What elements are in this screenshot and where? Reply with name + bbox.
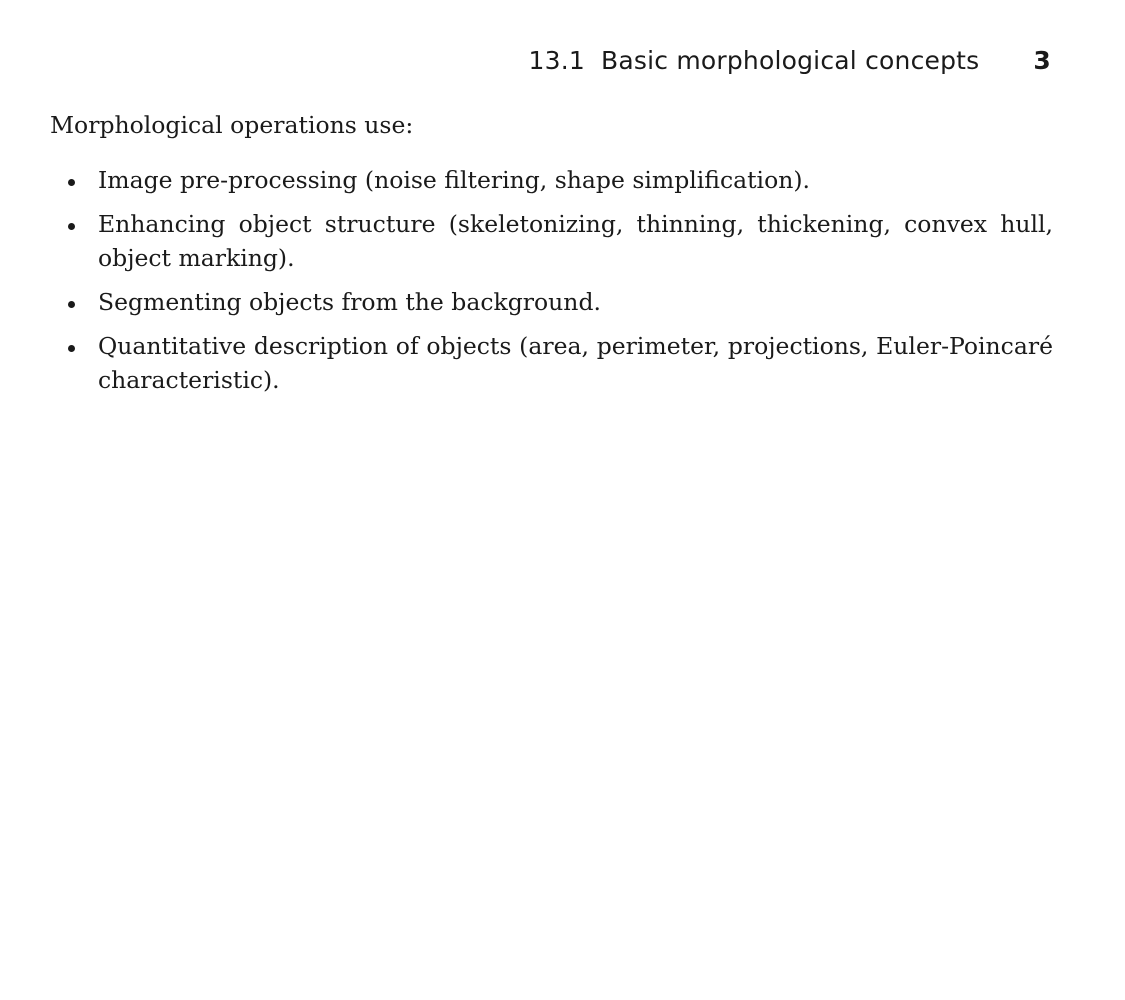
bullet-icon [68,223,75,230]
page-number: 3 [1033,46,1051,75]
list-item-text: Segmenting objects from the background. [98,288,601,316]
section-number: 13.1 [528,46,585,75]
intro-paragraph: Morphological operations use: [50,111,414,139]
bullet-icon [68,179,75,186]
body-text [50,108,1053,407]
list-item-text: Enhancing object structure (skeletonizing, thinning, thickening, convex hull, object marking). [98,210,1053,272]
section-title: Basic morphological concepts [601,46,980,75]
list-item [50,329,1053,397]
list-item-text: Image pre-processing (noise filtering, shape simplification). [98,166,810,194]
bullet-list [50,163,1053,397]
list-item [50,163,1053,197]
list-item [50,207,1053,275]
list-item [50,285,1053,319]
running-header [529,46,1051,75]
list-item-text: Quantitative description of objects (area, perimeter, projections, Euler-Poincaré characteristic). [98,332,1053,394]
bullet-icon [68,345,75,352]
bullet-icon [68,301,75,308]
